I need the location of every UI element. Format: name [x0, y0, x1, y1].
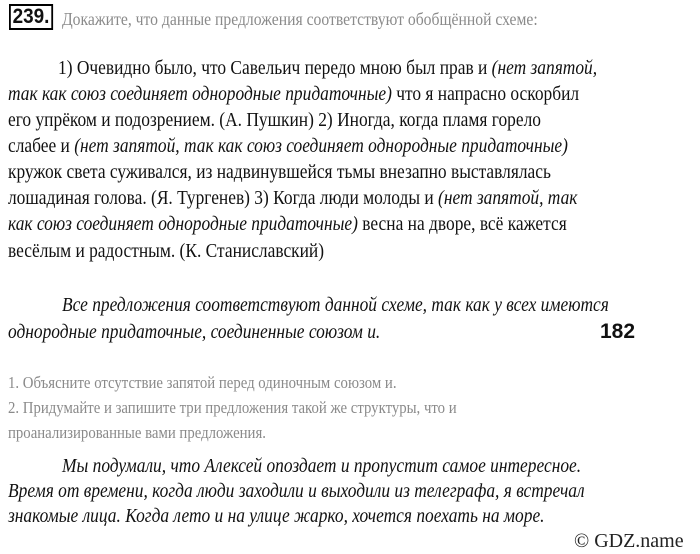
- question-2: 2. Придумайте и запишите три предложения такой же структуры, что и: [8, 398, 457, 417]
- answer-line-2: Время от времени, когда люди заходили и выходили из телеграфа, я встречал: [8, 480, 585, 502]
- text-line: [8, 240, 324, 262]
- text-line: [8, 187, 577, 209]
- text-span: слабее и: [8, 135, 75, 157]
- comment-span: (нет запятой, так: [438, 187, 578, 209]
- text-span: лошадиная голова. (Я. Тургенев) 3) Когда люди молоды и: [8, 187, 439, 209]
- comment-span: (нет запятой,: [491, 57, 598, 79]
- text-line: [8, 135, 568, 157]
- text-span: 1) Очевидно было, что Савельич передо мною был прав и: [58, 57, 492, 79]
- comment-span: так как союз соединяет однородные придаточные): [8, 83, 392, 105]
- text-line: [8, 161, 551, 183]
- page-number: 182: [600, 320, 636, 343]
- text-span: кружок света суживался, из надвинувшейся тьмы внезапно выставлялась: [8, 161, 551, 183]
- comment-span: (нет запятой, так как союз соединяет однородные придаточные): [74, 135, 568, 157]
- text-line: [58, 57, 597, 79]
- text-span: что я напрасно оскорбил: [391, 83, 580, 105]
- comment-span: как союз соединяет однородные придаточные): [8, 213, 358, 235]
- text-span: весна на дворе, всё кажется: [357, 213, 567, 235]
- text-line: [8, 109, 541, 131]
- text-span: его упрёком и подозрением. (А. Пушкин) 2) Иногда, когда пламя горело: [8, 109, 541, 131]
- text-line: [8, 83, 579, 105]
- conclusion-line-1: Все предложения соответствуют данной схеме, так как у всех имеются: [62, 294, 609, 316]
- answer-line-3: знакомые лица. Когда лето и на улице жарко, хочется поехать на море.: [8, 505, 545, 527]
- question-2-cont: проанализированные вами предложения.: [8, 423, 266, 442]
- exercise-task: Докажите, что данные предложения соответствуют обобщённой схеме:: [62, 9, 538, 29]
- watermark: © GDZ.name: [574, 530, 684, 552]
- text-line: [8, 213, 567, 235]
- exercise-number: 239.: [9, 4, 53, 30]
- question-1: 1. Объясните отсутствие запятой перед одиночным союзом и.: [8, 373, 397, 392]
- text-span: весёлым и радостным. (К. Станиславский): [8, 240, 325, 262]
- answer-line-1: Мы подумали, что Алексей опоздает и пропустит самое интересное.: [62, 455, 582, 477]
- conclusion-line-2: однородные придаточные, соединенные союзом и.: [8, 321, 381, 343]
